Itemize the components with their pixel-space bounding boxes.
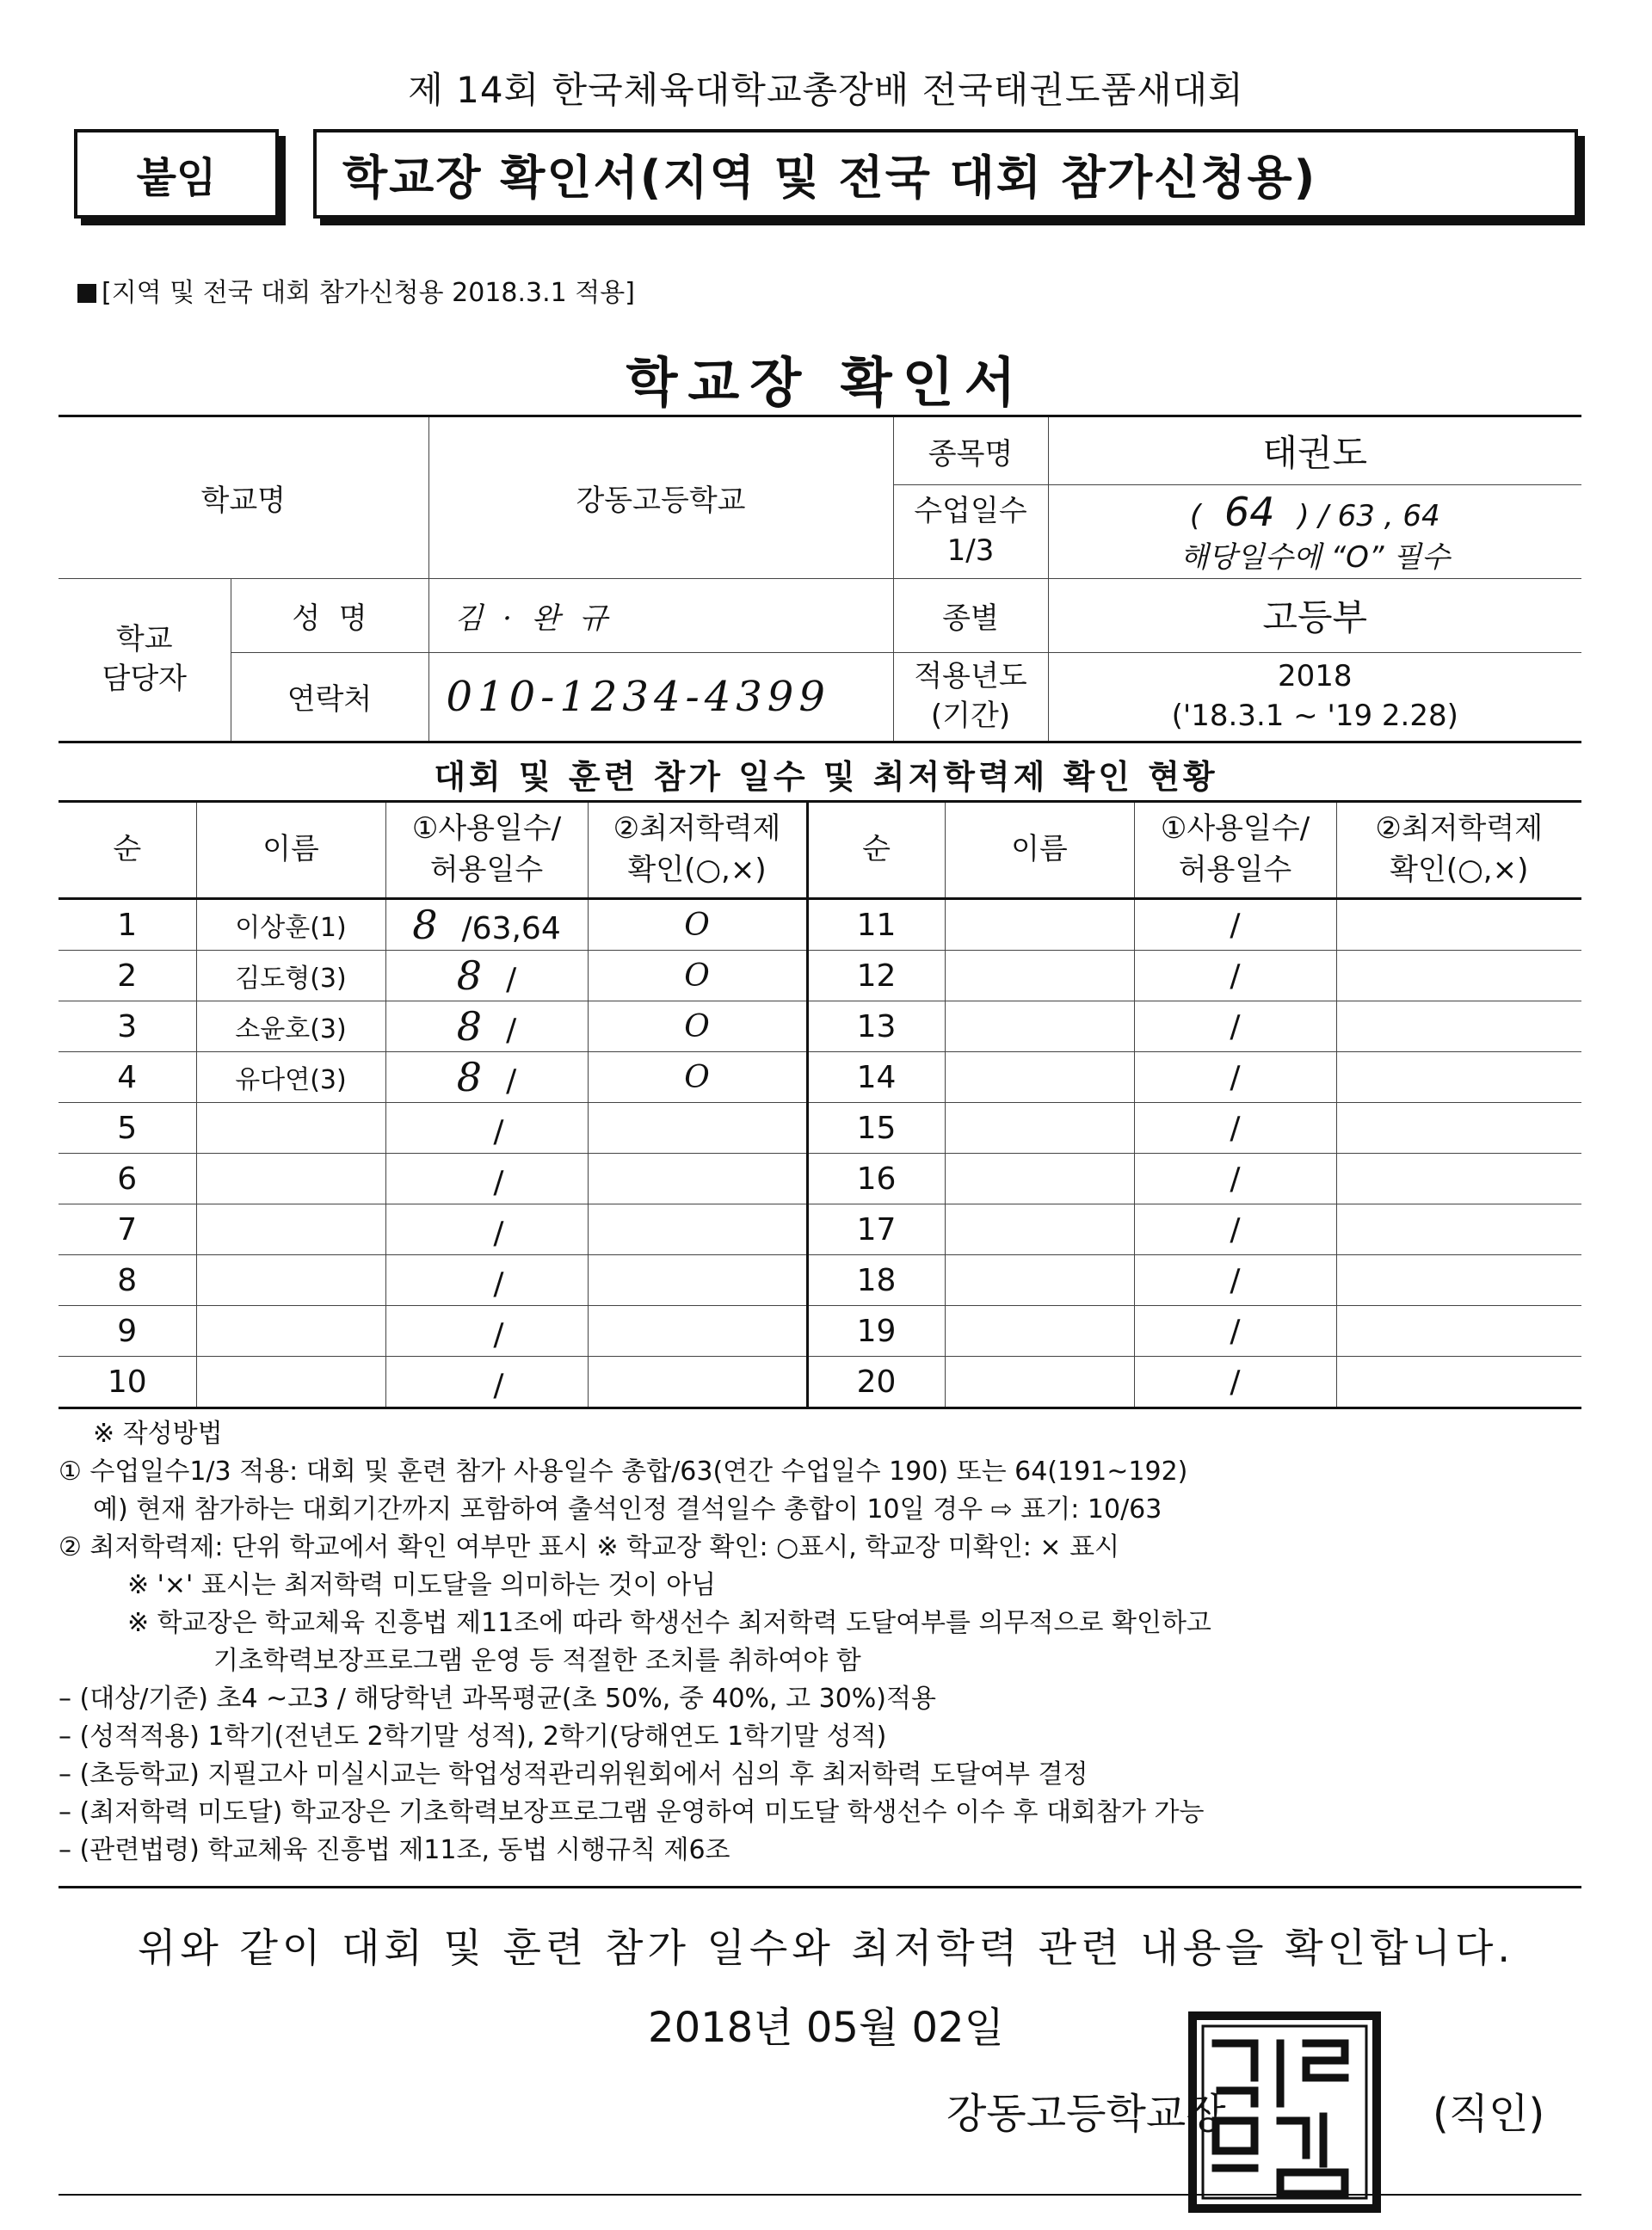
used-days: 8 /63,64 — [385, 899, 588, 951]
used-days: / — [1134, 1154, 1336, 1204]
table-row — [59, 1306, 1581, 1357]
athlete-name — [945, 1001, 1134, 1052]
sport-value: 태권도 — [1048, 416, 1581, 485]
guide-item: ※ 학교장은 학교체육 진흥법 제11조에 따라 학생선수 최저학력 도달여부를 의무적으로 확인하고 — [127, 1608, 1211, 1638]
used-days: / — [385, 1103, 588, 1154]
document-heading: 학교장 확인서(지역 및 전국 대회 참가신청용) — [313, 129, 1578, 219]
participation-table — [59, 800, 1581, 1409]
used-days: / — [1134, 899, 1336, 951]
min-academic-check — [1336, 1357, 1581, 1408]
min-academic-check — [588, 1306, 807, 1357]
guide-item: – (성적적용) 1학기(전년도 2학기말 성적), 2학기(당해연도 1학기말 성적) — [59, 1722, 887, 1752]
min-academic-check — [1336, 1154, 1581, 1204]
row-no: 12 — [807, 951, 945, 1001]
contact-value: 010-1234-4399 — [428, 652, 893, 742]
athlete-name: 소윤호(3) — [196, 1001, 385, 1052]
min-academic-check — [1336, 1001, 1581, 1052]
school-days-label: 수업일수 1/3 — [893, 485, 1048, 579]
school-name-label: 학교명 — [59, 416, 428, 579]
min-academic-check — [588, 1357, 807, 1408]
col-name: 이름 — [196, 802, 385, 899]
confirm-statement: 위와 같이 대회 및 훈련 참가 일수와 최저학력 관련 내용을 확인합니다. — [137, 1925, 1515, 1971]
min-academic-check — [588, 1204, 807, 1255]
athlete-name — [945, 1103, 1134, 1154]
guide-item: – (초등학교) 지필고사 미실시교는 학업성적관리위원회에서 심의 후 최저학력 도달여부 결정 — [59, 1759, 1088, 1790]
application-notice — [77, 271, 635, 309]
col-min-academic-right: ②최저학력제 확인(○,×) — [1336, 802, 1581, 899]
seal-label: (직인) — [1433, 2090, 1545, 2138]
used-days: / — [1134, 1204, 1336, 1255]
guide-item: – (최저학력 미도달) 학교장은 기초학력보장프로그램 운영하여 미도달 학생선수 이수 후 대회참가 가능 — [59, 1797, 1205, 1827]
year-label: 적용년도 (기간) — [893, 652, 1048, 742]
min-academic-check: O — [588, 899, 807, 951]
athlete-name: 김도형(3) — [196, 951, 385, 1001]
guide-item: – (관련법령) 학교체육 진흥법 제11조, 동법 시행규칙 제6조 — [59, 1835, 730, 1865]
athlete-name — [945, 1204, 1134, 1255]
writing-guide — [59, 1415, 1581, 1870]
guide-item: – (대상/기준) 초4 ~고3 / 해당학년 과목평균(초 50%, 중 40%, 고 30%)적용 — [59, 1684, 936, 1714]
row-no: 15 — [807, 1103, 945, 1154]
athlete-name — [196, 1204, 385, 1255]
row-no: 19 — [807, 1306, 945, 1357]
table-row — [59, 1052, 1581, 1103]
table-row — [59, 1357, 1581, 1408]
row-no: 2 — [59, 951, 196, 1001]
min-academic-check — [1336, 1052, 1581, 1103]
athlete-name — [196, 1306, 385, 1357]
athlete-name — [945, 1154, 1134, 1204]
row-no: 9 — [59, 1306, 196, 1357]
row-no: 7 — [59, 1204, 196, 1255]
athlete-name — [945, 899, 1134, 951]
athlete-name — [196, 1154, 385, 1204]
table-row — [59, 1154, 1581, 1204]
notice-text: [지역 및 전국 대회 참가신청용 2018.3.1 적용] — [102, 278, 635, 308]
used-days: / — [1134, 1357, 1336, 1408]
athlete-name — [945, 1306, 1134, 1357]
col-no: 순 — [59, 802, 196, 899]
athlete-name — [945, 1357, 1134, 1408]
used-days: / — [1134, 1103, 1336, 1154]
days-note: 해당일수에 “O” 필수 — [1180, 540, 1450, 576]
row-no: 10 — [59, 1357, 196, 1408]
min-academic-check — [1336, 1306, 1581, 1357]
table-row — [59, 1255, 1581, 1306]
row-no: 5 — [59, 1103, 196, 1154]
used-days: / — [1134, 1306, 1336, 1357]
table-row — [59, 1001, 1581, 1052]
used-days: / — [1134, 1001, 1336, 1052]
athlete-name: 이상훈(1) — [196, 899, 385, 951]
division-label: 종별 — [893, 578, 1048, 652]
athlete-name — [945, 1255, 1134, 1306]
min-academic-check — [1336, 1103, 1581, 1154]
used-days: 8 / — [385, 1001, 588, 1052]
min-academic-check — [1336, 951, 1581, 1001]
athlete-name — [196, 1357, 385, 1408]
used-days: / — [385, 1306, 588, 1357]
used-days: / — [385, 1204, 588, 1255]
min-academic-check — [588, 1255, 807, 1306]
col-name-right: 이름 — [945, 802, 1134, 899]
row-no: 18 — [807, 1255, 945, 1306]
athlete-name: 유다연(3) — [196, 1052, 385, 1103]
used-days: / — [385, 1357, 588, 1408]
issue-date: 2018년 05월 02일 — [648, 2004, 1004, 2052]
school-name-value: 강동고등학교 — [428, 416, 893, 579]
school-days-value: ( 64 ) / 63 , 64 해당일수에 “O” 필수 — [1048, 485, 1581, 579]
divider — [59, 1886, 1581, 1888]
attachment-tag: 붙임 — [74, 129, 279, 219]
staff-label: 학교 담당자 — [59, 578, 231, 742]
sport-label: 종목명 — [893, 416, 1048, 485]
athlete-name — [196, 1255, 385, 1306]
guide-item: ② 최저학력제: 단위 학교에서 확인 여부만 표시 ※ 학교장 확인: ○표시, 학교장 미확인: × 표시 — [59, 1532, 1120, 1562]
bottom-divider — [59, 2194, 1581, 2196]
row-no: 14 — [807, 1052, 945, 1103]
school-info-table — [59, 415, 1581, 743]
row-no: 11 — [807, 899, 945, 951]
used-days: / — [385, 1255, 588, 1306]
staff-name-value: 김 · 완 규 — [428, 578, 893, 652]
min-academic-check: O — [588, 1052, 807, 1103]
athlete-name — [196, 1103, 385, 1154]
official-seal-icon — [1186, 2009, 1384, 2215]
col-no-right: 순 — [807, 802, 945, 899]
min-academic-check — [588, 1103, 807, 1154]
min-academic-check — [588, 1154, 807, 1204]
page-title: 학교장 확인서 — [626, 351, 1026, 414]
col-used-days: ①사용일수/ 허용일수 — [385, 802, 588, 899]
row-no: 4 — [59, 1052, 196, 1103]
row-no: 8 — [59, 1255, 196, 1306]
used-days: / — [385, 1154, 588, 1204]
used-days: / — [1134, 1255, 1336, 1306]
guide-item: 기초학력보장프로그램 운영 등 적절한 조치를 취하여야 함 — [213, 1646, 861, 1676]
event-title: 제 14회 한국체육대학교총장배 전국태권도품새대회 — [408, 69, 1244, 111]
contact-label: 연락처 — [231, 652, 428, 742]
square-bullet-icon — [77, 284, 96, 303]
row-no: 20 — [807, 1357, 945, 1408]
athlete-name — [945, 1052, 1134, 1103]
guide-heading: ※ 작성방법 — [93, 1419, 223, 1449]
athlete-name — [945, 951, 1134, 1001]
table-row — [59, 1103, 1581, 1154]
min-academic-check: O — [588, 951, 807, 1001]
col-min-academic: ②최저학력제 확인(○,×) — [588, 802, 807, 899]
row-no: 3 — [59, 1001, 196, 1052]
row-no: 16 — [807, 1154, 945, 1204]
table-row — [59, 899, 1581, 951]
guide-item: ※ '×' 표시는 최저학력 미도달을 의미하는 것이 아님 — [127, 1570, 717, 1600]
participation-title: 대회 및 훈련 참가 일수 및 최저학력제 확인 현황 — [434, 758, 1218, 796]
table-row — [59, 1204, 1581, 1255]
guide-item: 예) 현재 참가하는 대회기간까지 포함하여 출석인정 결석일수 총합이 10일 경우 ⇨ 표기: 10/63 — [93, 1494, 1162, 1525]
min-academic-check — [1336, 899, 1581, 951]
min-academic-check — [1336, 1204, 1581, 1255]
row-no: 6 — [59, 1154, 196, 1204]
min-academic-check — [1336, 1255, 1581, 1306]
min-academic-check: O — [588, 1001, 807, 1052]
table-row — [59, 951, 1581, 1001]
used-days: / — [1134, 1052, 1336, 1103]
row-no: 13 — [807, 1001, 945, 1052]
staff-name-label: 성 명 — [231, 578, 428, 652]
used-days: / — [1134, 951, 1336, 1001]
used-days: 8 / — [385, 1052, 588, 1103]
row-no: 1 — [59, 899, 196, 951]
principal-title: 강동고등학교장 — [946, 2090, 1226, 2138]
row-no: 17 — [807, 1204, 945, 1255]
division-value: 고등부 — [1048, 578, 1581, 652]
guide-item: ① 수업일수1/3 적용: 대회 및 훈련 참가 사용일수 총합/63(연간 수업일수 190) 또는 64(191~192) — [59, 1457, 1188, 1487]
col-used-days-right: ①사용일수/ 허용일수 — [1134, 802, 1336, 899]
used-days: 8 / — [385, 951, 588, 1001]
year-value: 2018 ('18.3.1 ~ '19 2.28) — [1048, 652, 1581, 742]
